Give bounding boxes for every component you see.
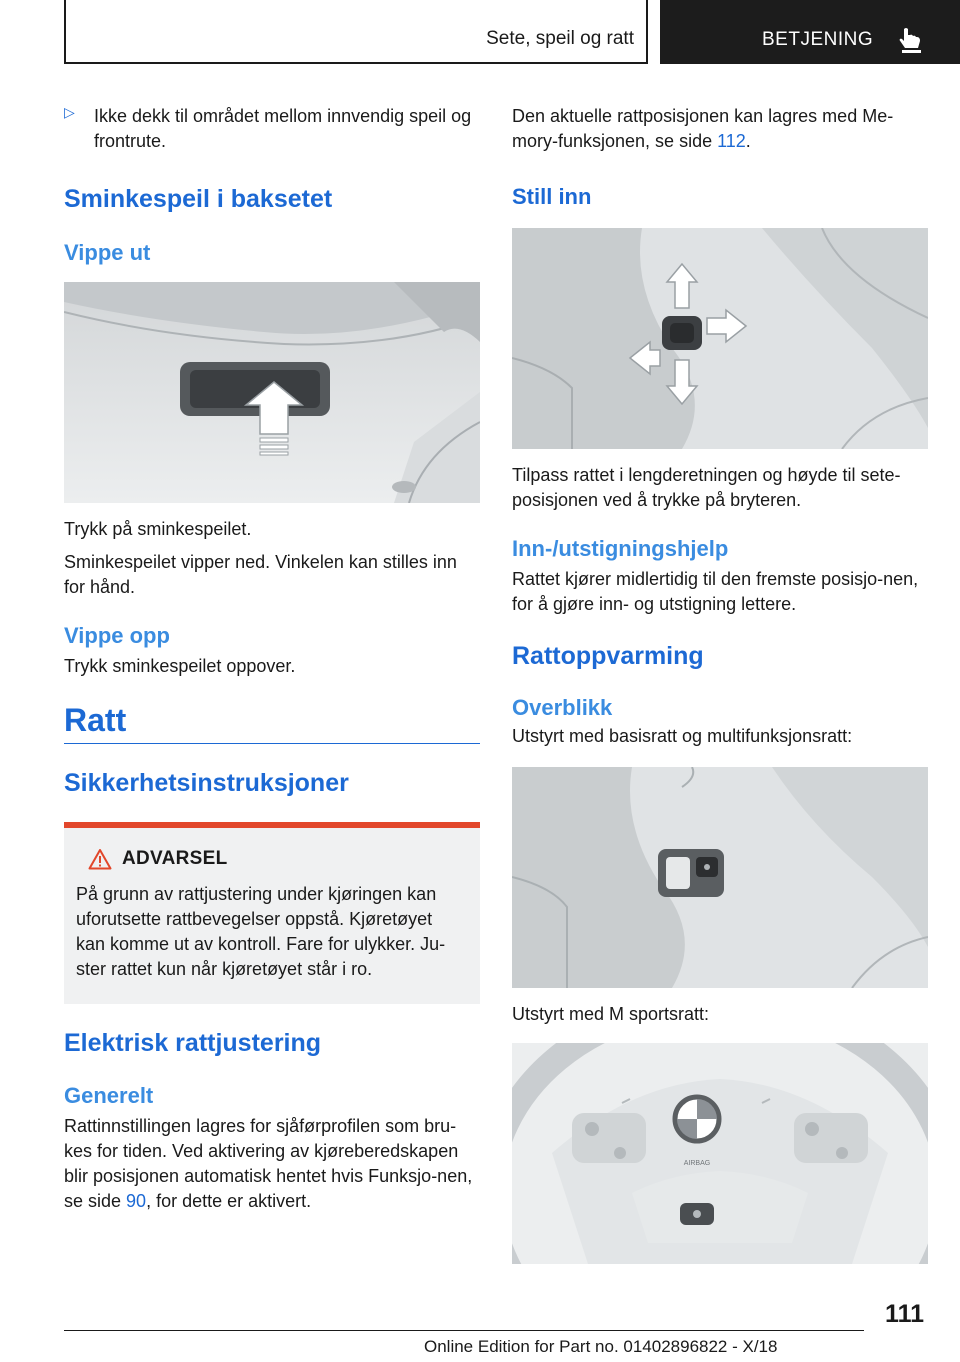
easy-entry-heading: Inn-/utstigningshjelp xyxy=(512,536,729,561)
header-chapter-title: BETJENING xyxy=(762,29,874,50)
airbag-label: AIRBAG xyxy=(683,1160,711,1167)
electric-heading: Elektrisk rattjustering xyxy=(64,1029,322,1057)
page-number: 111 xyxy=(885,1300,924,1328)
tilt-up-text: Trykk sminkespeilet oppover. xyxy=(64,656,296,676)
m-sport-steering-wheel-image xyxy=(512,1043,928,1264)
warning-box xyxy=(64,822,480,1004)
headliner-vanity-mirror-image xyxy=(64,282,480,503)
chapter-rule xyxy=(64,743,480,744)
adjust-text: Tilpass rattet i lengderetningen og høyde til sete-posisjonen ved å trykke på bryteren. xyxy=(512,465,901,510)
overview-text: Utstyrt med basisratt og multifunksjonsratt: xyxy=(512,726,853,746)
warning-header xyxy=(76,848,466,874)
tilt-up-heading: Vippe opp xyxy=(64,623,170,648)
memory-text xyxy=(512,104,928,154)
warning-triangle-icon xyxy=(88,848,112,870)
tilt-out-step: Trykk på sminkespeilet. xyxy=(64,519,252,539)
bullet-triangle-icon: ▷ xyxy=(64,104,75,120)
vanity-heading: Sminkespeil i baksetet xyxy=(64,185,333,213)
easy-entry-text: Rattet kjører midlertidig til den fremste posisjo-nen, for å gjøre inn- og utstigning lettere. xyxy=(512,569,919,614)
memory-text-before: Den aktuelle rattposisjonen kan lagres med Me-mory-funksjonen, se side xyxy=(512,106,894,151)
header-chapter-tab xyxy=(660,0,960,64)
footer-rule xyxy=(64,1330,864,1331)
m-sport-steering-wheel-illustration xyxy=(512,1043,928,1264)
footer-edition: Online Edition for Part no. 01402896822 - X/18 xyxy=(424,1337,778,1356)
warning-text: På grunn av rattjustering under kjøringen kan uforutsette rattbevegelser oppstå. Kjøretøyet kan komme ut av kontroll. Fare for ulykker. Ju-ster rattet kun når kjøretøyet står i ro. xyxy=(76,884,446,979)
heating-heading: Rattoppvarming xyxy=(512,642,704,670)
steering-column-switch-illustration xyxy=(512,228,928,449)
general-text xyxy=(64,1114,480,1214)
right-column xyxy=(512,100,928,1264)
steering-column-switch-image xyxy=(512,228,928,449)
steering-heating-button-image xyxy=(512,767,928,988)
bullet-item xyxy=(64,104,480,154)
memory-text-after: . xyxy=(745,131,751,151)
tilt-out-result: Sminkespeilet vipper ned. Vinkelen kan stilles inn for hånd. xyxy=(64,552,457,597)
general-text-after: , for dette er aktivert. xyxy=(146,1191,312,1211)
steering-heating-button-illustration xyxy=(512,767,928,988)
general-heading: Generelt xyxy=(64,1083,154,1108)
bullet-text: Ikke dekk til området mellom innvendig speil og frontrute. xyxy=(94,106,472,151)
headliner-vanity-mirror-illustration xyxy=(64,282,480,503)
safety-heading: Sikkerhetsinstruksjoner xyxy=(64,769,349,797)
hand-pointer-icon xyxy=(898,26,924,54)
msport-text: Utstyrt med M sportsratt: xyxy=(512,1004,710,1024)
tilt-out-heading: Vippe ut xyxy=(64,240,151,265)
page-ref-link-90[interactable]: 90 xyxy=(126,1191,147,1211)
header-section-box xyxy=(64,0,648,64)
warning-title: ADVARSEL xyxy=(122,848,228,869)
overview-heading: Overblikk xyxy=(512,695,613,720)
left-column xyxy=(64,100,480,1214)
header-section-title: Sete, speil og ratt xyxy=(486,28,634,49)
page-ref-link-112[interactable]: 112 xyxy=(717,131,746,151)
adjust-heading: Still inn xyxy=(512,184,592,209)
general-text-before: Rattinnstillingen lagres for sjåførprofilen som bru-kes for tiden. Ved aktivering av kjøreberedskapen blir posisjonen automatisk hentet hvis Funksjo-nen, se side xyxy=(64,1116,473,1211)
chapter-heading: Ratt xyxy=(64,702,127,738)
